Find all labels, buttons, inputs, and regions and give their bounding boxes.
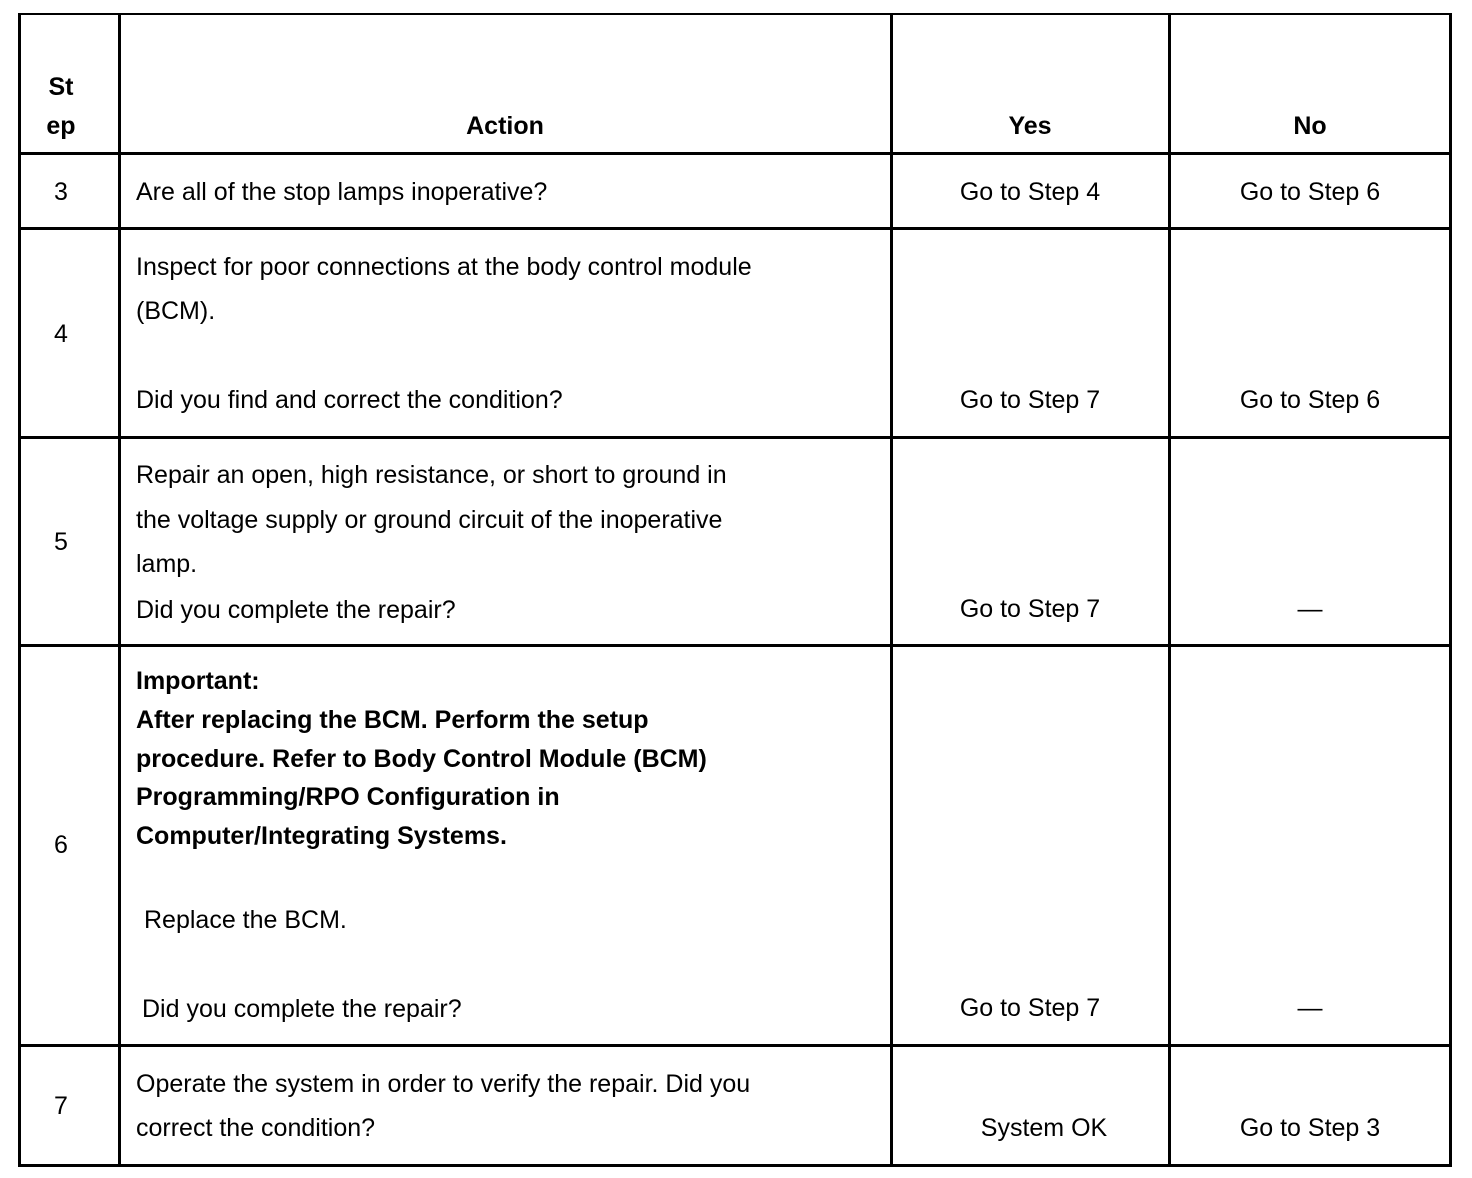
header-step-line2: ep — [46, 112, 76, 140]
row-divider — [18, 227, 1452, 230]
row-divider — [18, 436, 1452, 439]
header-step-line1: St — [48, 73, 74, 101]
row-4-action-line1: Inspect for poor connections at the body control module — [136, 253, 752, 281]
row-5-action-line1: Repair an open, high resistance, or short to ground in — [136, 461, 727, 489]
row-6-action-line1: Replace the BCM. — [144, 906, 347, 934]
row-4-action-question: Did you find and correct the condition? — [136, 386, 563, 414]
row-6-no: — — [1297, 994, 1323, 1022]
row-3-yes: Go to Step 4 — [959, 178, 1101, 206]
row-3-no: Go to Step 6 — [1239, 178, 1381, 206]
table-border-top — [18, 13, 1452, 15]
header-no: No — [1293, 112, 1327, 140]
row-4-no: Go to Step 6 — [1239, 386, 1381, 414]
row-6-action-question: Did you complete the repair? — [142, 995, 462, 1023]
row-6-yes: Go to Step 7 — [959, 994, 1101, 1022]
row-4-step: 4 — [54, 320, 68, 348]
table-border-bottom — [18, 1164, 1452, 1167]
row-6-important-line4: Computer/Integrating Systems. — [136, 822, 507, 850]
row-7-action-line2: correct the condition? — [136, 1114, 376, 1142]
row-5-no: — — [1297, 595, 1323, 623]
row-4-yes: Go to Step 7 — [959, 386, 1101, 414]
column-divider-step — [118, 13, 121, 1167]
header-action: Action — [466, 112, 544, 140]
row-6-important-label: Important: — [136, 667, 260, 695]
row-3-step: 3 — [54, 178, 68, 206]
row-5-yes: Go to Step 7 — [959, 595, 1101, 623]
row-divider — [18, 644, 1452, 647]
diagnostic-table — [18, 13, 1452, 1167]
header-yes: Yes — [1008, 112, 1052, 140]
row-7-yes: System OK — [980, 1114, 1108, 1142]
row-4-action-line2: (BCM). — [136, 297, 216, 325]
row-6-important-line3: Programming/RPO Configuration in — [136, 783, 560, 811]
row-7-step: 7 — [54, 1092, 68, 1120]
row-5-step: 5 — [54, 528, 68, 556]
row-5-action-question: Did you complete the repair? — [136, 596, 456, 624]
header-divider — [18, 152, 1452, 155]
row-6-important-line2: procedure. Refer to Body Control Module (BCM) — [136, 745, 707, 773]
row-7-no: Go to Step 3 — [1239, 1114, 1381, 1142]
row-3-action: Are all of the stop lamps inoperative? — [136, 178, 548, 206]
row-7-action-line1: Operate the system in order to verify the repair. Did you — [136, 1070, 751, 1098]
row-5-action-line3: lamp. — [136, 550, 198, 578]
row-6-important-line1: After replacing the BCM. Perform the setup — [136, 706, 649, 734]
row-divider — [18, 1044, 1452, 1047]
row-6-step: 6 — [54, 831, 68, 859]
row-5-action-line2: the voltage supply or ground circuit of the inoperative — [136, 506, 723, 534]
